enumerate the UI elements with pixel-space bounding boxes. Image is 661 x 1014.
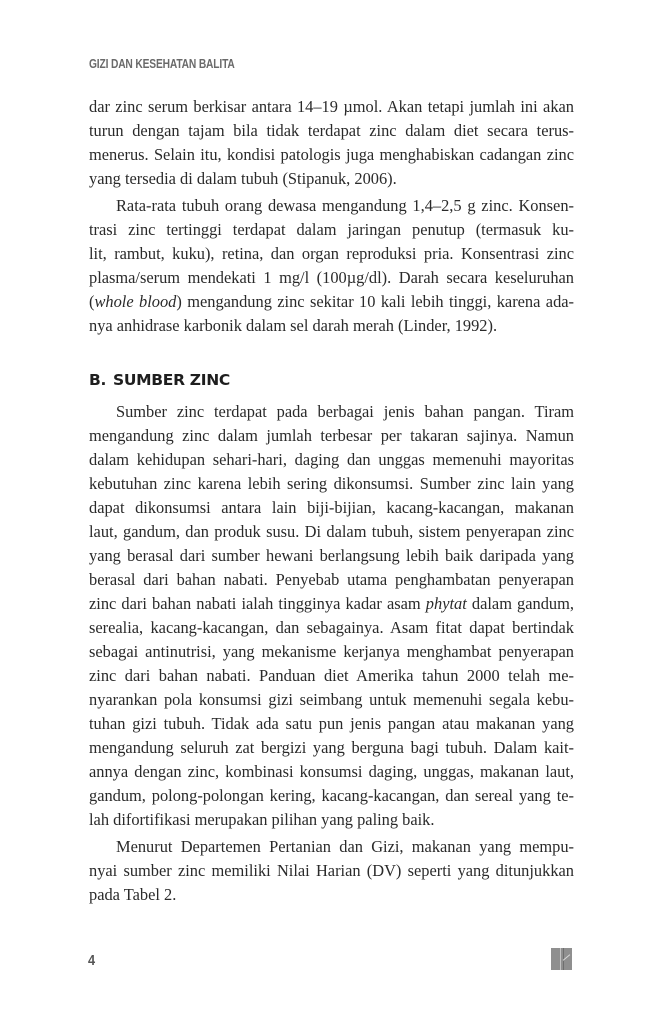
text-line: laut, gandum, dan produk susu. Di dalam tubuh, sistem penyerapan zinc [89,522,574,541]
text-line: turun dengan tajam bila tidak terdapat zinc dalam diet secara terus- [89,121,574,140]
text-line: dalam kehidupan sehari-hari, daging dan unggas memenuhi mayoritas [89,450,574,469]
italic-term: phytat [425,594,467,613]
text-line: berasal dari bahan nabati. Penyebab utama penghambatan penyerapan [89,570,574,589]
italic-term: whole blood [94,292,177,311]
paragraph-3 [89,400,574,832]
section-number: B. [89,371,107,389]
text-line: Menurut Departemen Pertanian dan Gizi, makanan yang mempu- [116,837,574,856]
text-line-with-italic [89,592,574,616]
text-line: dapat dikonsumsi antara lain biji-bijian, kacang-kacangan, makanan [89,498,574,517]
section-heading [89,368,574,392]
text-line: Rata-rata tubuh orang dewasa mengandung 1,4–2,5 g zinc. Konsen- [116,196,574,215]
text-line: nyarankan pola konsumsi gizi seimbang untuk memenuhi segala kebu- [89,690,574,709]
text-line: nyai sumber zinc memiliki Nilai Harian (DV) seperti yang ditunjukkan [89,861,574,880]
text-line: plasma/serum mendekati 1 mg/l (100µg/dl). Darah secara keseluruhan [89,268,574,287]
text-line: lah difortifikasi merupakan pilihan yang paling baik. [89,810,435,829]
text-line: kebutuhan zinc karena lebih sering dikonsumsi. Sumber zinc lain yang [89,474,574,493]
text-line: sebagai antinutrisi, yang mekanisme kerjanya menghambat penyerapan [89,642,574,661]
text-fragment: dalam gandum, [471,594,574,613]
text-line: zinc dari bahan nabati. Panduan diet Amerika tahun 2000 telah me- [89,666,574,685]
text-line-with-italic: (whole blood) mengandung zinc sekitar 10 kali lebih tinggi, karena ada- [89,292,574,311]
ornament-icon [551,948,572,970]
text-line: lit, rambut, kuku), retina, dan organ reproduksi pria. Konsentrasi zinc [89,244,574,263]
running-header: GIZI DAN KESEHATAN BALITA [89,57,235,71]
section-title: SUMBER ZINC [113,371,230,389]
text-line: menerus. Selain itu, kondisi patologis juga menghabiskan cadangan zinc [89,145,574,164]
page-number: 4 [88,952,96,969]
text-line: annya dengan zinc, kombinasi konsumsi daging, unggas, makanan laut, [89,762,574,781]
text-line: trasi zinc tertinggi terdapat dalam jaringan penutup (termasuk ku- [89,220,574,239]
text-line: Sumber zinc terdapat pada berbagai jenis bahan pangan. Tiram [116,402,574,421]
text-fragment: zinc dari bahan nabati ialah tingginya kadar asam [89,594,421,613]
text-line: nya anhidrase karbonik dalam sel darah merah (Linder, 1992). [89,316,498,335]
text-fragment: mengandung zinc sekitar 10 kali lebih tinggi, karena ada- [187,292,574,311]
text-line: yang berasal dari sumber hewani berlangsung lebih baik daripada yang [89,546,574,565]
text-line: serealia, kacang-kacangan, dan sebagainya. Asam fitat dapat bertindak [89,618,574,637]
paragraph-4 [89,835,574,907]
text-line: pada Tabel 2. [89,885,177,904]
text-column [89,95,574,910]
text-line: tuhan gizi tubuh. Tidak ada satu pun jenis pangan atau makanan yang [89,714,574,733]
text-line: gandum, polong-polongan kering, kacang-kacangan, dan sereal yang te- [89,786,574,805]
text-line: mengandung seluruh zat bergizi yang berguna bagi tubuh. Dalam kait- [89,738,574,757]
text-line: mengandung zinc dalam jumlah terbesar per takaran sajinya. Namun [89,426,574,445]
paragraph-1 [89,95,574,191]
text-line: dar zinc serum berkisar antara 14–19 µmol. Akan tetapi jumlah ini akan [89,97,574,116]
text-line: yang tersedia di dalam tubuh (Stipanuk, 2006). [89,169,397,188]
paragraph-2 [89,194,574,338]
